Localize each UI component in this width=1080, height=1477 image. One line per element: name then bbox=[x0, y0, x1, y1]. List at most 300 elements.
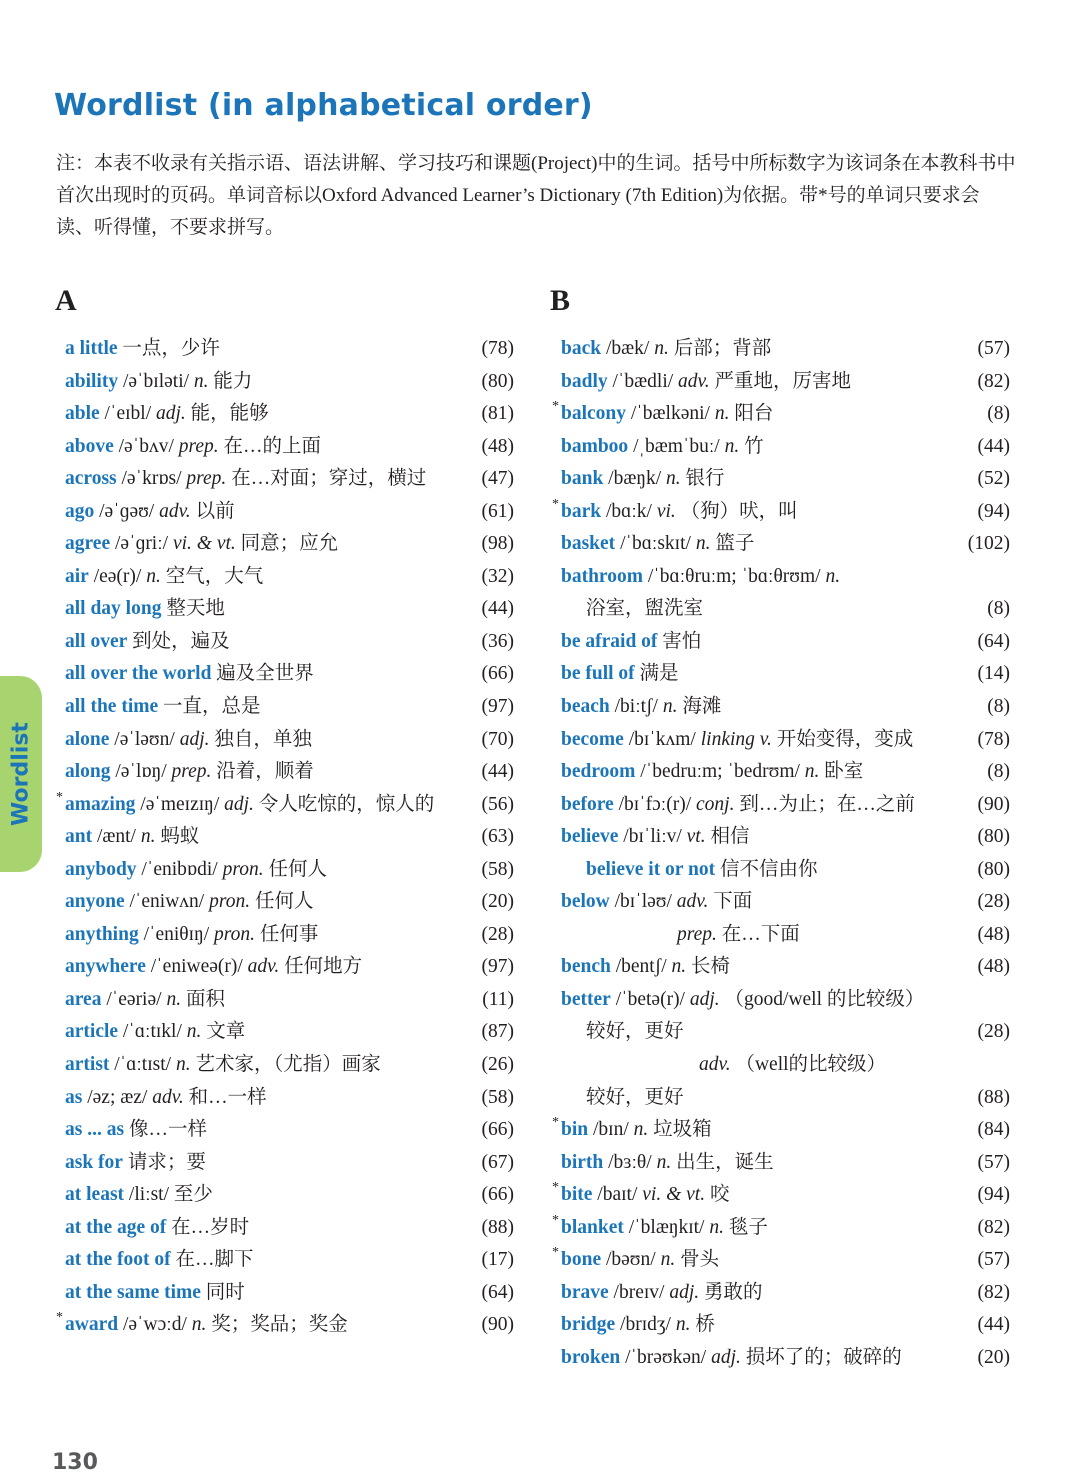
entry-definition: 像…一样 bbox=[124, 1119, 207, 1141]
entry-word: become bbox=[561, 728, 624, 750]
entry-page-ref: (17) bbox=[481, 1249, 514, 1271]
entry-definition: 一点，少许 bbox=[117, 338, 220, 359]
entry-definition: 卧室 bbox=[819, 761, 864, 783]
entry-part-of-speech: n. bbox=[714, 403, 730, 425]
wordlist-entry bbox=[65, 366, 514, 399]
entry-part-of-speech: n. bbox=[654, 338, 669, 359]
entry-definition: 一直，总是 bbox=[158, 696, 261, 718]
entry-definition: 较好，更好 bbox=[586, 1021, 684, 1043]
entry-page-ref: (82) bbox=[977, 1281, 1010, 1303]
star-marker: * bbox=[552, 1180, 559, 1196]
wordlist-entry bbox=[65, 886, 514, 919]
entry-definition: 篮子 bbox=[710, 533, 755, 555]
entry-phonetic: /əˈlɒŋ/ bbox=[110, 761, 172, 783]
wordlist-entry bbox=[552, 1244, 1010, 1277]
wordlist-entry bbox=[65, 593, 514, 626]
entry-definition: 任何人 bbox=[250, 891, 314, 913]
entry-phonetic: /ænt/ bbox=[92, 826, 141, 848]
entry-definition: 下面 bbox=[708, 891, 753, 913]
wordlist-entry bbox=[561, 528, 1010, 561]
star-marker: * bbox=[552, 399, 559, 415]
entry-word: blanket bbox=[561, 1216, 624, 1238]
entry-part-of-speech: adj. bbox=[156, 403, 186, 425]
entry-word: at least bbox=[65, 1184, 125, 1206]
star-marker: * bbox=[552, 1115, 559, 1131]
entry-word: ago bbox=[65, 500, 95, 522]
entry-definition: 后部；背部 bbox=[668, 338, 772, 359]
entry-page-ref: (57) bbox=[977, 1249, 1010, 1271]
entry-phonetic: /ˌbæmˈbuː/ bbox=[628, 435, 725, 457]
entry-part-of-speech: n. bbox=[666, 468, 681, 490]
entry-page-ref: (66) bbox=[481, 1119, 514, 1141]
entry-page-ref: (70) bbox=[481, 728, 514, 750]
entry-word: ant bbox=[65, 826, 93, 848]
entry-page-ref: (64) bbox=[977, 630, 1010, 652]
wordlist-entry bbox=[552, 398, 1010, 431]
entry-word: across bbox=[65, 468, 117, 490]
entry-definition: 相信 bbox=[705, 826, 750, 848]
entry-phonetic: /əˈkrɒs/ bbox=[116, 468, 187, 490]
wordlist-entry bbox=[65, 626, 514, 659]
entry-word: area bbox=[65, 988, 102, 1010]
entry-phonetic: /ˈeɪbl/ bbox=[99, 403, 156, 425]
entry-page-ref: (78) bbox=[481, 338, 514, 359]
wordlist-entry bbox=[65, 821, 514, 854]
entry-phonetic: /eə(r)/ bbox=[88, 565, 147, 587]
entry-part-of-speech: n. bbox=[662, 696, 678, 718]
entry-word: bark bbox=[561, 500, 602, 522]
entry-phonetic: /ˈeniθɪŋ/ bbox=[138, 923, 215, 945]
entry-phonetic: /brɪdʒ/ bbox=[615, 1314, 676, 1336]
entry-phonetic: /əˈɡəʊ/ bbox=[94, 500, 160, 522]
entry-definition: 令人吃惊的，惊人的 bbox=[253, 793, 435, 815]
entry-part-of-speech: n. bbox=[656, 1151, 672, 1173]
entry-part-of-speech: n. bbox=[633, 1119, 649, 1141]
entry-page-ref: (20) bbox=[977, 1346, 1010, 1368]
entry-word: bin bbox=[561, 1119, 589, 1141]
entry-word: be afraid of bbox=[561, 630, 658, 652]
entry-phonetic: /ˈɑːtɪst/ bbox=[109, 1054, 176, 1076]
entry-part-of-speech: n. bbox=[695, 533, 711, 555]
star-marker: * bbox=[552, 1245, 559, 1261]
wordlist-entry bbox=[561, 463, 1010, 496]
entry-page-ref: (97) bbox=[481, 696, 514, 718]
entry-definition: 同时 bbox=[200, 1281, 245, 1303]
entry-page-ref: (63) bbox=[481, 826, 514, 848]
entry-word: above bbox=[65, 435, 114, 457]
entry-page-ref: (48) bbox=[481, 435, 514, 457]
wordlist-entry bbox=[561, 366, 1010, 399]
section-heading-a: A bbox=[55, 284, 77, 317]
entry-part-of-speech: vi. & vt. bbox=[172, 533, 236, 555]
wordlist-entry bbox=[561, 561, 1010, 594]
side-tab-label: Wordlist bbox=[8, 722, 34, 826]
entry-word: anything bbox=[65, 923, 139, 945]
entry-word: at the foot of bbox=[65, 1249, 171, 1271]
entry-page-ref: (56) bbox=[481, 793, 514, 815]
entry-part-of-speech: vi. bbox=[656, 500, 676, 522]
entry-phonetic: /bɜːθ/ bbox=[603, 1151, 657, 1173]
entry-word: anywhere bbox=[65, 956, 146, 978]
entry-page-ref: (8) bbox=[987, 761, 1010, 783]
wordlist-entry bbox=[561, 626, 1010, 659]
entry-word: basket bbox=[561, 533, 616, 555]
entry-phonetic: /bɑːk/ bbox=[601, 500, 657, 522]
entry-word: birth bbox=[561, 1151, 604, 1173]
wordlist-entry bbox=[65, 1114, 514, 1147]
wordlist-entry bbox=[561, 1016, 1010, 1049]
entry-definition: 和…一样 bbox=[183, 1086, 267, 1108]
entry-page-ref: (36) bbox=[481, 630, 514, 652]
entry-definition: 同意；应允 bbox=[235, 533, 339, 555]
wordlist-entry bbox=[65, 1179, 514, 1212]
entry-definition: 任何地方 bbox=[279, 956, 363, 978]
entry-definition: 严重地，厉害地 bbox=[709, 370, 852, 392]
wordlist-entry bbox=[561, 886, 1010, 919]
entry-word: bathroom bbox=[561, 565, 643, 587]
entry-part-of-speech: prep. bbox=[186, 468, 227, 490]
entry-page-ref: (61) bbox=[481, 500, 514, 522]
entry-page-ref: (66) bbox=[481, 1184, 514, 1206]
wordlist-entry bbox=[65, 984, 514, 1017]
entry-definition: 整天地 bbox=[161, 598, 225, 620]
entry-word: at the same time bbox=[65, 1281, 201, 1303]
entry-page-ref: (32) bbox=[481, 565, 514, 587]
entry-page-ref: (97) bbox=[481, 956, 514, 978]
entry-phonetic: /bæk/ bbox=[601, 338, 655, 359]
wordlist-entry bbox=[561, 854, 1010, 887]
entry-word: bank bbox=[561, 468, 604, 490]
entry-page-ref: (44) bbox=[481, 598, 514, 620]
entry-definition: 桥 bbox=[690, 1314, 715, 1336]
page-number: 130 bbox=[52, 1450, 98, 1475]
entry-phonetic: /ˈbælkəni/ bbox=[626, 403, 715, 425]
entry-part-of-speech: n. bbox=[804, 761, 820, 783]
entry-page-ref: (87) bbox=[481, 1021, 514, 1043]
wordlist-entry bbox=[56, 789, 514, 822]
wordlist-entry bbox=[552, 1212, 1010, 1245]
entry-word: as bbox=[65, 1086, 83, 1108]
wordlist-entry bbox=[561, 1309, 1010, 1342]
entry-definition: 到…为止；在…之前 bbox=[734, 793, 915, 815]
entry-phonetic: /əˈɡriː/ bbox=[110, 533, 173, 555]
entry-part-of-speech: n. bbox=[660, 1249, 676, 1271]
entry-part-of-speech: n. bbox=[175, 1054, 191, 1076]
entry-page-ref: (28) bbox=[977, 891, 1010, 913]
entry-page-ref: (102) bbox=[967, 533, 1010, 555]
entry-phonetic: /liːst/ bbox=[124, 1184, 174, 1206]
entry-definition: 开始变得，变成 bbox=[771, 728, 914, 750]
entry-part-of-speech: adv. bbox=[247, 956, 280, 978]
entry-page-ref: (8) bbox=[987, 696, 1010, 718]
entry-definition: 请求；要 bbox=[122, 1151, 206, 1173]
wordlist-entry bbox=[561, 919, 1010, 952]
entry-part-of-speech: n. bbox=[671, 956, 687, 978]
entry-part-of-speech: conj. bbox=[696, 793, 735, 815]
entry-word: ability bbox=[65, 370, 119, 392]
entry-page-ref: (28) bbox=[481, 923, 514, 945]
wordlist-entry bbox=[65, 1212, 514, 1245]
entry-phonetic: /ˈɑːtɪkl/ bbox=[118, 1021, 187, 1043]
entry-word: a little bbox=[65, 338, 118, 359]
entry-phonetic: /biːtʃ/ bbox=[609, 696, 663, 718]
wordlist-entry bbox=[65, 528, 514, 561]
entry-phonetic: /ˈbedruːm; ˈbedrʊm/ bbox=[635, 761, 805, 783]
entry-word: anyone bbox=[65, 891, 125, 913]
entry-phonetic: /əz; æz/ bbox=[82, 1086, 153, 1108]
wordlist-entry bbox=[561, 724, 1010, 757]
entry-phonetic: /ˈblæŋkɪt/ bbox=[623, 1216, 710, 1238]
entry-page-ref: (48) bbox=[977, 923, 1010, 945]
entry-definition: 骨头 bbox=[675, 1249, 720, 1271]
entry-page-ref: (67) bbox=[481, 1151, 514, 1173]
entry-page-ref: (98) bbox=[481, 533, 514, 555]
entry-definition: 在…的上面 bbox=[218, 435, 322, 457]
entry-word: bench bbox=[561, 956, 611, 978]
wordlist-entry bbox=[65, 724, 514, 757]
entry-word: believe bbox=[561, 826, 619, 848]
entry-definition: 能力 bbox=[208, 370, 253, 392]
entry-page-ref: (88) bbox=[977, 1086, 1010, 1108]
wordlist-entry bbox=[65, 1277, 514, 1310]
entry-page-ref: (8) bbox=[987, 598, 1010, 620]
entry-word: amazing bbox=[65, 793, 136, 815]
entry-word: able bbox=[65, 403, 100, 425]
entry-word: all day long bbox=[65, 598, 162, 620]
entry-phonetic: /ˈbædli/ bbox=[607, 370, 679, 392]
entry-definition: 海滩 bbox=[677, 696, 722, 718]
entry-word: be full of bbox=[561, 663, 635, 685]
entry-definition: 任何人 bbox=[263, 858, 327, 880]
entry-word: bedroom bbox=[561, 761, 636, 783]
entry-part-of-speech: adv. bbox=[159, 500, 191, 522]
entry-definition: 损坏了的；破碎的 bbox=[740, 1346, 902, 1368]
entry-phonetic: /bæŋk/ bbox=[603, 468, 667, 490]
entry-word: back bbox=[561, 338, 602, 359]
entry-phonetic: /ˈbetə(r)/ bbox=[610, 988, 690, 1010]
wordlist-entry bbox=[65, 658, 514, 691]
entry-page-ref: (11) bbox=[482, 988, 514, 1010]
entry-word: at the age of bbox=[65, 1216, 167, 1238]
entry-word: broken bbox=[561, 1346, 621, 1368]
wordlist-entry bbox=[65, 561, 514, 594]
entry-definition: 竹 bbox=[739, 435, 764, 457]
star-marker: * bbox=[56, 1310, 63, 1326]
entry-word: all over bbox=[65, 630, 128, 652]
entry-part-of-speech: prep. bbox=[677, 923, 717, 945]
entry-page-ref: (52) bbox=[977, 468, 1010, 490]
entry-word: ask for bbox=[65, 1151, 123, 1173]
entry-definition: 艺术家，（尤指）画家 bbox=[190, 1054, 381, 1076]
entry-definition: 文章 bbox=[201, 1021, 246, 1043]
wordlist-entry bbox=[561, 1277, 1010, 1310]
entry-word: beach bbox=[561, 696, 610, 718]
wordlist-column-b bbox=[552, 333, 1010, 1375]
entry-page-ref: (20) bbox=[481, 891, 514, 913]
entry-word: brave bbox=[561, 1281, 609, 1303]
entry-page-ref: (82) bbox=[977, 370, 1010, 392]
entry-phonetic: /ˈbrəʊkən/ bbox=[620, 1346, 712, 1368]
wordlist-entry bbox=[561, 756, 1010, 789]
entry-part-of-speech: adj. bbox=[179, 728, 210, 750]
entry-word: believe it or not bbox=[586, 858, 716, 880]
entry-page-ref: (58) bbox=[481, 858, 514, 880]
entry-word: alone bbox=[65, 728, 110, 750]
entry-part-of-speech: vi. & vt. bbox=[642, 1184, 706, 1206]
entry-page-ref: (58) bbox=[481, 1086, 514, 1108]
wordlist-entry bbox=[561, 821, 1010, 854]
entry-word: along bbox=[65, 761, 111, 783]
entry-word: article bbox=[65, 1021, 119, 1043]
wordlist-entry bbox=[561, 691, 1010, 724]
entry-word: badly bbox=[561, 370, 608, 392]
entry-part-of-speech: adv. bbox=[699, 1054, 731, 1076]
entry-part-of-speech: adj. bbox=[711, 1346, 741, 1368]
entry-phonetic: /bɪˈkʌm/ bbox=[623, 728, 701, 750]
section-heading-b: B bbox=[550, 284, 571, 317]
introductory-note: 注：本表不收录有关指示语、语法讲解、学习技巧和课题(Project)中的生词。括号中所标数字为该词条在本教科书中首次出现时的页码。单词音标以Oxford Advanced Learner’s Dictionary (7th Edition)为依据。带*号的单词只要求会读、听得懂，不要求拼写。 bbox=[56, 153, 1016, 238]
entry-phonetic: /ˈbɑːθruːm; ˈbɑːθrʊm/ bbox=[642, 565, 826, 587]
entry-definition: 任何事 bbox=[255, 923, 319, 945]
wordlist-entry bbox=[552, 496, 1010, 529]
wordlist-entry bbox=[65, 1147, 514, 1180]
entry-phonetic: /bɪˈliːv/ bbox=[618, 826, 687, 848]
entry-definition: 害怕 bbox=[657, 630, 702, 652]
entry-page-ref: (44) bbox=[977, 435, 1010, 457]
entry-part-of-speech: adj. bbox=[689, 988, 720, 1010]
entry-definition: 信不信由你 bbox=[715, 858, 818, 880]
entry-page-ref: (47) bbox=[481, 468, 514, 490]
entry-phonetic: /əˈwɔːd/ bbox=[118, 1314, 192, 1336]
entry-part-of-speech: n. bbox=[140, 826, 156, 848]
entry-part-of-speech: prep. bbox=[178, 435, 219, 457]
entry-word: bridge bbox=[561, 1314, 616, 1336]
entry-page-ref: (82) bbox=[977, 1216, 1010, 1238]
entry-definition: （狗）吠，叫 bbox=[675, 500, 798, 522]
entry-phonetic: /ˈenibɒdi/ bbox=[136, 858, 223, 880]
entry-page-ref: (64) bbox=[481, 1281, 514, 1303]
entry-definition: 咬 bbox=[705, 1184, 730, 1206]
entry-part-of-speech: n. bbox=[166, 988, 182, 1010]
entry-phonetic: /bɪˈləʊ/ bbox=[609, 891, 677, 913]
entry-word: all over the world bbox=[65, 663, 212, 685]
entry-definition: 在…岁时 bbox=[166, 1216, 250, 1238]
entry-part-of-speech: n. bbox=[193, 370, 209, 392]
wordlist-entry bbox=[56, 1309, 514, 1342]
entry-word: anybody bbox=[65, 858, 137, 880]
entry-part-of-speech: adj. bbox=[669, 1281, 700, 1303]
entry-definition: （well的比较级） bbox=[730, 1054, 887, 1076]
entry-page-ref: (80) bbox=[977, 826, 1010, 848]
entry-part-of-speech: linking v. bbox=[700, 728, 772, 750]
wordlist-entry bbox=[552, 1114, 1010, 1147]
entry-word: balcony bbox=[561, 403, 627, 425]
entry-definition: 阳台 bbox=[729, 403, 774, 425]
entry-page-ref: (94) bbox=[977, 1184, 1010, 1206]
wordlist-entry bbox=[561, 1049, 1010, 1082]
entry-definition: 勇敢的 bbox=[699, 1281, 763, 1303]
star-marker: * bbox=[56, 789, 63, 805]
entry-phonetic: /ˈbɑːskɪt/ bbox=[615, 533, 696, 555]
entry-definition: 满是 bbox=[634, 663, 679, 685]
entry-phonetic: /bəʊn/ bbox=[601, 1249, 661, 1271]
entry-part-of-speech: n. bbox=[724, 435, 740, 457]
entry-part-of-speech: prep. bbox=[171, 761, 212, 783]
entry-part-of-speech: pron. bbox=[222, 858, 264, 880]
wordlist-entry bbox=[65, 1082, 514, 1115]
entry-phonetic: /bentʃ/ bbox=[610, 956, 672, 978]
entry-phonetic: /əˈmeɪzɪŋ/ bbox=[135, 793, 225, 815]
entry-page-ref: (48) bbox=[977, 956, 1010, 978]
entry-part-of-speech: n. bbox=[191, 1314, 207, 1336]
entry-word: bone bbox=[561, 1249, 602, 1271]
wordlist-entry bbox=[561, 1342, 1010, 1375]
entry-definition: 到处，遍及 bbox=[127, 630, 230, 652]
wordlist-entry bbox=[561, 1147, 1010, 1180]
entry-definition: 垃圾箱 bbox=[648, 1119, 712, 1141]
entry-definition: 独自，单独 bbox=[209, 728, 312, 750]
entry-phonetic: /əˈləʊn/ bbox=[109, 728, 180, 750]
wordlist-entry bbox=[65, 333, 514, 366]
wordlist-entry bbox=[561, 1082, 1010, 1115]
entry-word: all the time bbox=[65, 696, 159, 718]
wordlist-entry bbox=[561, 431, 1010, 464]
entry-phonetic: /bɪn/ bbox=[588, 1119, 634, 1141]
entry-page-ref: (44) bbox=[481, 761, 514, 783]
entry-part-of-speech: n. bbox=[146, 565, 161, 587]
entry-page-ref: (66) bbox=[481, 663, 514, 685]
entry-page-ref: (57) bbox=[977, 338, 1010, 359]
wordlist-entry bbox=[65, 854, 514, 887]
entry-page-ref: (28) bbox=[977, 1021, 1010, 1043]
entry-word: award bbox=[65, 1314, 119, 1336]
entry-part-of-speech: vt. bbox=[686, 826, 706, 848]
entry-page-ref: (78) bbox=[977, 728, 1010, 750]
entry-page-ref: (88) bbox=[481, 1216, 514, 1238]
wordlist-entry bbox=[65, 756, 514, 789]
entry-page-ref: (44) bbox=[977, 1314, 1010, 1336]
entry-definition: 蚂蚁 bbox=[155, 826, 200, 848]
entry-phonetic: /ˈeəriə/ bbox=[101, 988, 167, 1010]
wordlist-entry bbox=[561, 984, 1010, 1017]
entry-page-ref: (26) bbox=[481, 1054, 514, 1076]
entry-part-of-speech: n. bbox=[825, 565, 841, 587]
wordlist-entry bbox=[65, 463, 514, 496]
entry-definition: （good/well 的比较级） bbox=[719, 988, 925, 1010]
wordlist-column-a bbox=[56, 333, 514, 1342]
entry-part-of-speech: n. bbox=[675, 1314, 691, 1336]
entry-definition: 能，能够 bbox=[185, 403, 269, 425]
entry-definition: 遍及全世界 bbox=[211, 663, 314, 685]
entry-definition: 沿着，顺着 bbox=[211, 761, 314, 783]
entry-definition: 长椅 bbox=[686, 956, 731, 978]
entry-page-ref: (90) bbox=[481, 1314, 514, 1336]
entry-definition: 至少 bbox=[173, 1184, 213, 1206]
entry-phonetic: /ˈeniwʌn/ bbox=[124, 891, 210, 913]
entry-phonetic: /əˈbɪləti/ bbox=[118, 370, 194, 392]
entry-page-ref: (8) bbox=[987, 403, 1010, 425]
entry-phonetic: /ˈeniweə(r)/ bbox=[145, 956, 248, 978]
entry-definition: 在…对面；穿过，横过 bbox=[226, 468, 427, 490]
entry-part-of-speech: pron. bbox=[209, 891, 251, 913]
wordlist-entry bbox=[65, 1244, 514, 1277]
wordlist-entry bbox=[65, 919, 514, 952]
star-marker: * bbox=[552, 496, 559, 512]
entry-definition: 在…下面 bbox=[716, 923, 800, 945]
wordlist-entry bbox=[561, 789, 1010, 822]
entry-part-of-speech: pron. bbox=[214, 923, 256, 945]
wordlist-entry bbox=[65, 496, 514, 529]
